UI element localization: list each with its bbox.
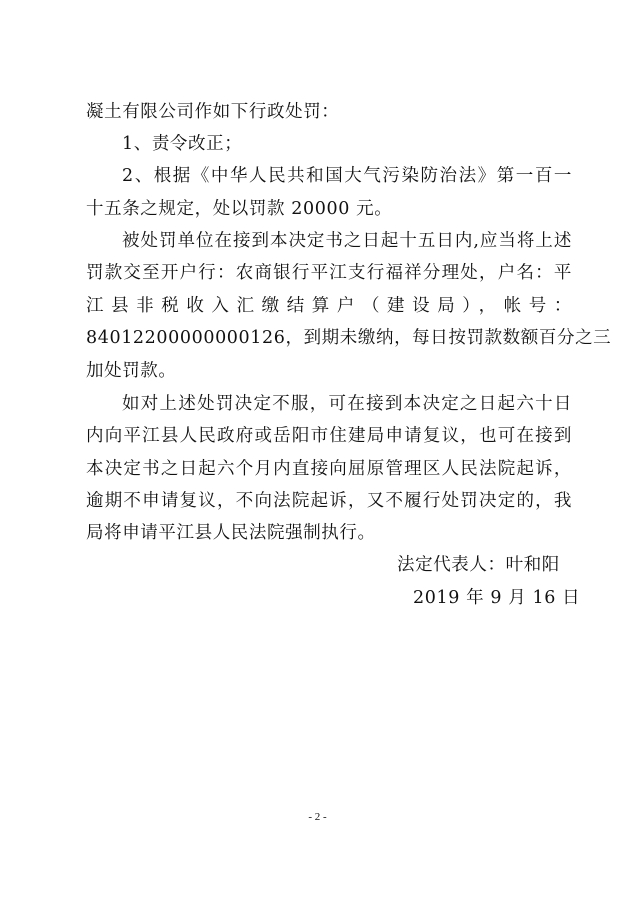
payment-paragraph-line-4: 84012200000000126，到期未缴纳，每日按罚款数额百分之三: [86, 328, 612, 348]
item-2-line-1: 2、根据《中华人民共和国大气污染防治法》第一百一: [122, 166, 572, 186]
payment-paragraph-line-2: 罚款交至开户行：农商银行平江支行福祥分理处，户名：平: [86, 263, 572, 283]
payment-paragraph-line-5: 加处罚款。: [86, 361, 177, 381]
payment-paragraph-line-3: 江县非税收入汇缴结算户（建设局），帐号：: [86, 296, 572, 316]
appeal-paragraph-line-4: 逾期不申请复议，不向法院起诉，又不履行处罚决定的，我: [86, 491, 572, 511]
page-number: - 2 -: [308, 811, 327, 823]
appeal-paragraph-line-3: 本决定书之日起六个月内直接向屈原管理区人民法院起诉，: [86, 459, 572, 479]
paragraph-line-1: 凝土有限公司作如下行政处罚：: [86, 102, 340, 122]
appeal-paragraph-line-1: 如对上述处罚决定不服，可在接到本决定之日起六十日: [122, 394, 572, 414]
appeal-paragraph-line-5: 局将申请平江县人民法院强制执行。: [86, 523, 376, 543]
item-1-line: 1、责令改正；: [122, 134, 243, 154]
appeal-paragraph-line-2: 内向平江县人民政府或岳阳市住建局申请复议，也可在接到: [86, 426, 572, 446]
legal-representative: 法定代表人：叶和阳: [397, 555, 560, 575]
payment-paragraph-line-1: 被处罚单位在接到本决定书之日起十五日内,应当将上述: [122, 231, 572, 251]
item-2-line-2: 十五条之规定，处以罚款 20000 元。: [86, 199, 393, 219]
document-date: 2019 年 9 月 16 日: [413, 588, 581, 608]
